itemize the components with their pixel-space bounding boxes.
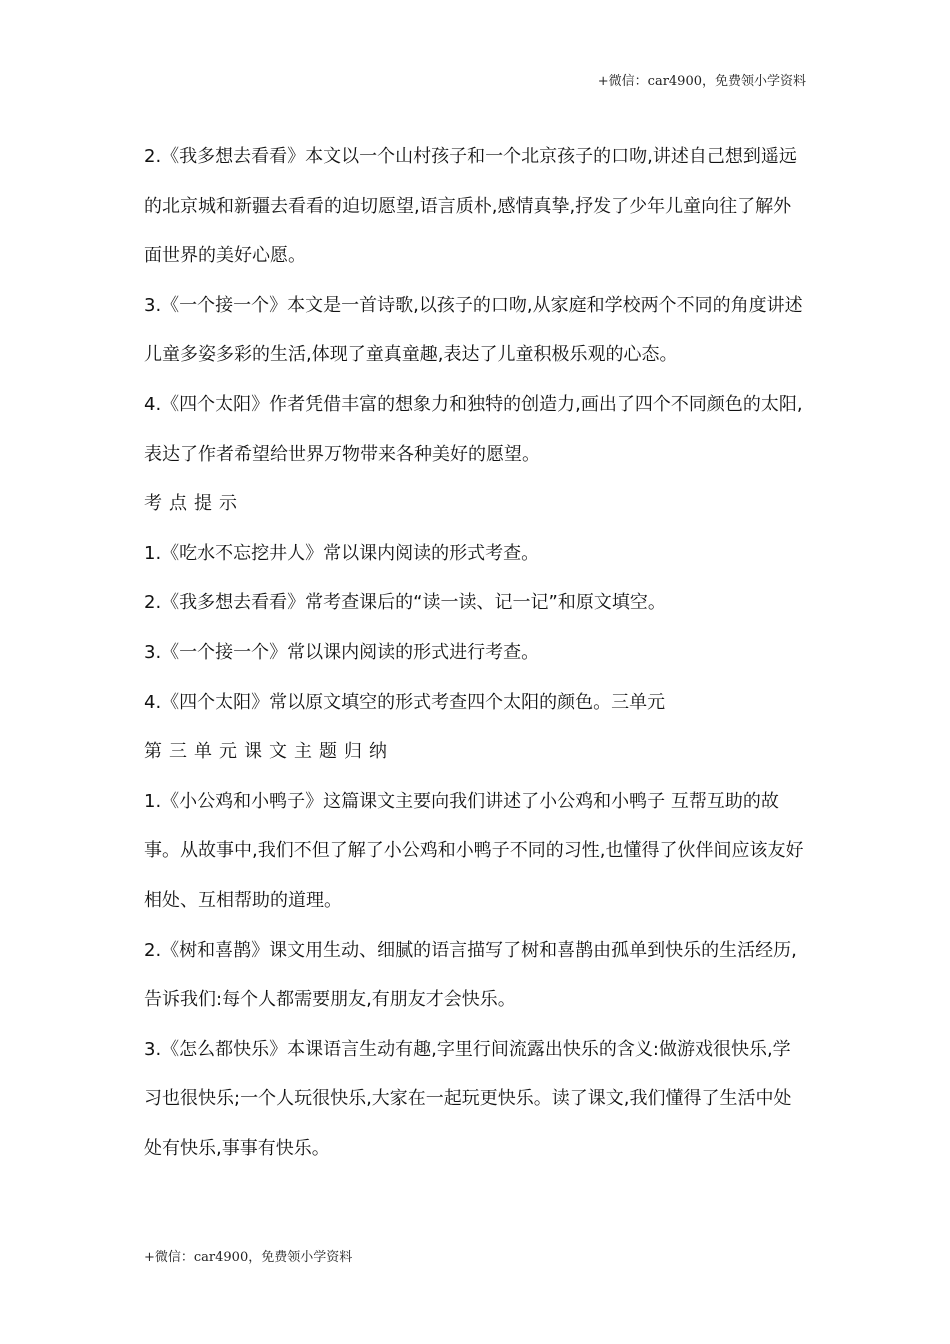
paragraph: 2.《我多想去看看》本文以一个山村孩子和一个北京孩子的口吻,讲述自己想到遥远的北京城和新疆去看看的迫切愿望,语言质朴,感情真挚,抒发了少年儿童向往了解外面世界的美好心愿。 [144,146,797,267]
paragraph: 2.《树和喜鹊》课文用生动、细腻的语言描写了树和喜鹊由孤单到快乐的生活经历,告诉我们:每个人都需要朋友,有朋友才会快乐。 [144,939,797,1011]
paragraph: 3.《一个接一个》常以课内阅读的形式进行考查。 [144,641,540,663]
paragraph: 3.《怎么都快乐》本课语言生动有趣,字里行间流露出快乐的含义:做游戏很快乐,学习也很快乐;一个人玩很快乐,大家在一起玩更快乐。读了课文,我们懂得了生活中处处有快乐,事事有快乐。 [144,1038,792,1159]
section-heading-exam-tips: 考点提示 [144,493,244,515]
paragraph: 4.《四个太阳》作者凭借丰富的想象力和独特的创造力,画出了四个不同颜色的太阳,表达了作者希望给世界万物带来各种美好的愿望。 [144,393,803,465]
header-note: +微信：car4900，免费领小学资料 [597,74,806,89]
section-heading-unit-three: 第三单元课文主题归纳 [144,741,394,763]
paragraph: 1.《小公鸡和小鸭子》这篇课文主要向我们讲述了小公鸡和小鸭子 互帮互助的故事。从故事中,我们不但了解了小公鸡和小鸭子不同的习性,也懂得了伙伴间应该友好相处、互相帮助的道理。 [144,790,804,911]
paragraph: 3.《一个接一个》本文是一首诗歌,以孩子的口吻,从家庭和学校两个不同的角度讲述儿童多姿多彩的生活,体现了童真童趣,表达了儿童积极乐观的心态。 [144,294,803,366]
paragraph: 2.《我多想去看看》常考查课后的“读一读、记一记”和原文填空。 [144,592,666,614]
footer-note: +微信：car4900，免费领小学资料 [144,1250,353,1265]
paragraph: 4.《四个太阳》常以原文填空的形式考查四个太阳的颜色。三单元 [144,691,666,713]
paragraph: 1.《吃水不忘挖井人》常以课内阅读的形式考查。 [144,542,540,564]
document-body [144,132,808,1173]
